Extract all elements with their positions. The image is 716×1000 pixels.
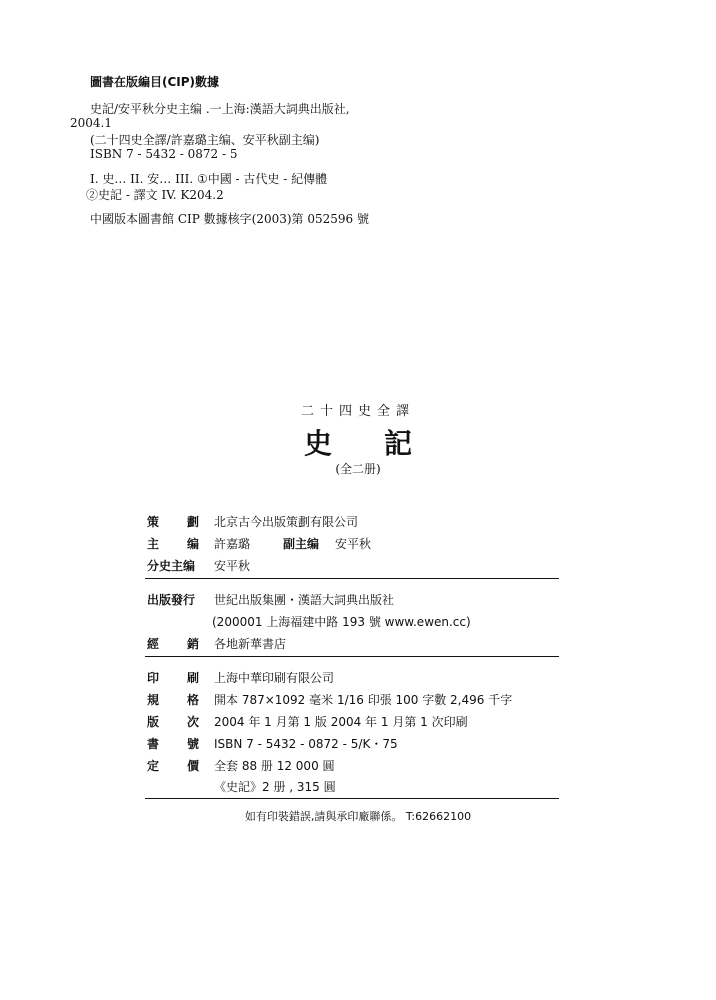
isbn-value: ISBN 7 - 5432 - 0872 - 5/K・75 [214, 737, 398, 751]
divider-2 [145, 656, 559, 657]
spec-value: 開本 787×1092 毫米 1/16 印張 100 字數 2,496 千字 [214, 693, 513, 707]
printer-label: 印 刷 [147, 671, 199, 685]
cip-heading: 圖書在版編目(CIP)數據 [90, 75, 220, 89]
edition-label: 版 次 [147, 715, 199, 729]
cip-series-line: (二十四史全譯/許嘉璐主编、安平秋副主编) [90, 133, 320, 147]
deputy-editor-label: 副主编 [283, 537, 320, 551]
book-title: 史記 [303, 427, 464, 460]
publisher-value: 世紀出版集團・漢語大詞典出版社 [214, 593, 395, 607]
chief-editor-label: 主 编 [147, 537, 199, 551]
volume-count: (全二册) [335, 462, 381, 476]
planning-value: 北京古今出版策劃有限公司 [214, 515, 359, 529]
spec-label: 規 格 [147, 693, 199, 707]
publisher-label: 出版發行 [147, 593, 196, 607]
chief-editor-value: 許嘉璐 [214, 537, 251, 551]
price-volume-value: 《史記》2 册 , 315 圓 [214, 780, 336, 794]
distributor-label: 經 銷 [147, 637, 199, 651]
publisher-address: (200001 上海福建中路 193 號 www.ewen.cc) [212, 615, 471, 629]
price-set-value: 全套 88 册 12 000 圓 [214, 759, 335, 773]
cip-registration-line: 中國版本圖書館 CIP 數據核字(2003)第 052596 號 [90, 212, 369, 226]
distributor-value: 各地新華書店 [214, 637, 287, 651]
printer-value: 上海中華印刷有限公司 [214, 671, 335, 685]
divider-1 [145, 578, 559, 579]
isbn-label: 書 號 [147, 737, 199, 751]
cip-subject-line: I. 史… II. 安… III. ①中國 - 古代史 - 紀傳體 [90, 172, 328, 186]
planning-label: 策 劃 [147, 515, 199, 529]
cip-date-line: 2004.1 [70, 116, 112, 130]
misprint-notice: 如有印裝錯誤,請與承印廠聯係。 T:62662100 [244, 810, 472, 823]
series-title: 二十四史全譯 [300, 404, 415, 419]
deputy-editor-value: 安平秋 [335, 537, 372, 551]
cip-isbn-line: ISBN 7 - 5432 - 0872 - 5 [90, 147, 238, 161]
section-editor-value: 安平秋 [214, 559, 251, 573]
edition-value: 2004 年 1 月第 1 版 2004 年 1 月第 1 次印刷 [214, 715, 468, 729]
price-label: 定 價 [147, 759, 199, 773]
section-editor-label: 分史主编 [147, 559, 196, 573]
cip-classification-line: ②史記 - 譯文 IV. K204.2 [86, 188, 224, 202]
divider-3 [145, 798, 559, 799]
cip-title-line: 史記/安平秋分史主编 .一上海:漢語大詞典出版社, [90, 102, 350, 116]
